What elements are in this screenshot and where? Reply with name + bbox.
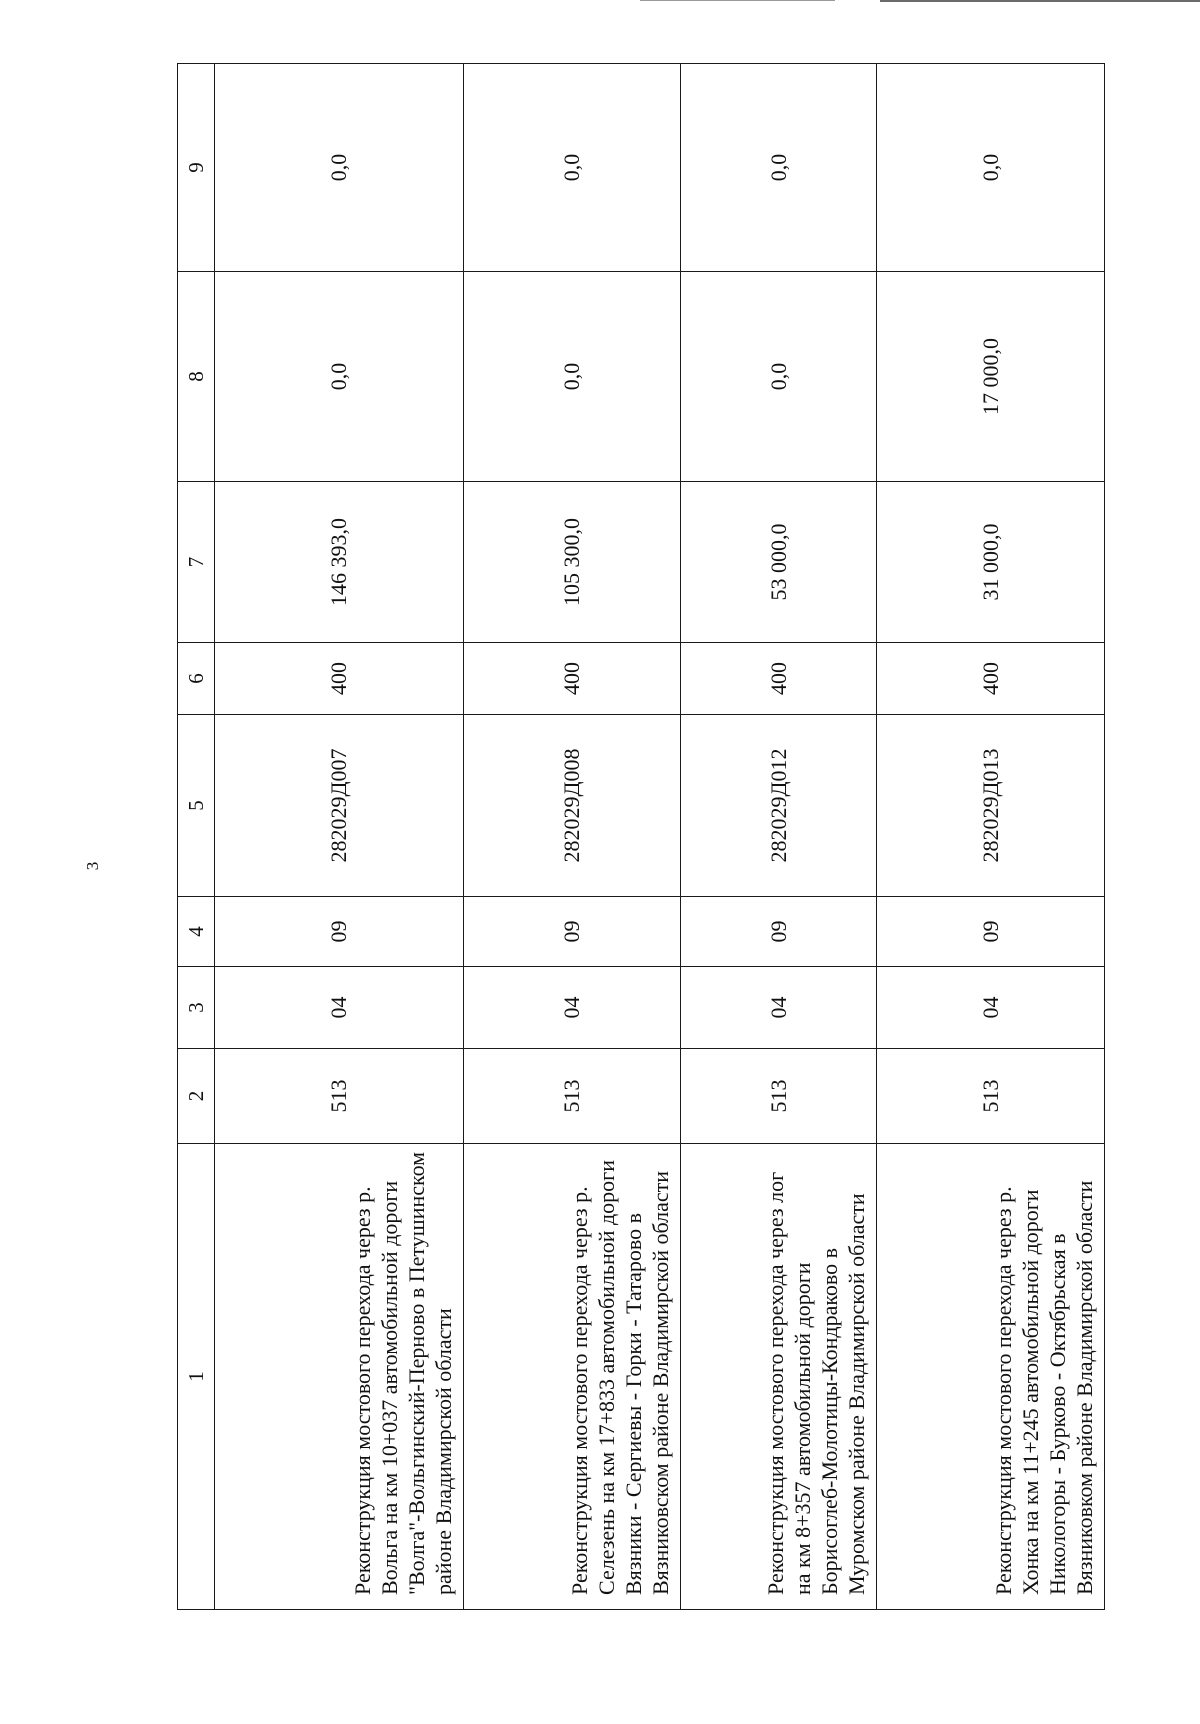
- table-row: [681, 64, 877, 1610]
- cell-col-3: 04: [681, 967, 877, 1049]
- cell-col-8: 0,0: [681, 272, 877, 482]
- header-row: [178, 64, 215, 1610]
- cell-col-2: 513: [464, 1049, 681, 1144]
- cell-col-3: 04: [877, 967, 1105, 1049]
- cell-col-4: 09: [681, 897, 877, 967]
- cell-col-9: 0,0: [681, 64, 877, 272]
- column-header-8: 8: [178, 272, 215, 482]
- project-description: Реконструкция мостового перехода через р. Селезень на км 17+833 автомобильной дороги Вязники - Сергиевы - Горки - Татарово в Вязниковском районе Владимирской области: [464, 1144, 681, 1610]
- column-header-3: 3: [178, 967, 215, 1049]
- cell-col-8: 0,0: [464, 272, 681, 482]
- column-header-1: 1: [178, 1144, 215, 1610]
- cell-col-9: 0,0: [215, 64, 464, 272]
- cell-col-4: 09: [464, 897, 681, 967]
- cell-col-7: 53 000,0: [681, 482, 877, 643]
- cell-col-7: 31 000,0: [877, 482, 1105, 643]
- cell-col-5: 282029Д007: [215, 715, 464, 897]
- project-description: Реконструкция мостового перехода через лог на км 8+357 автомобильной дороги Борисоглеб-Молотицы-Кондраково в Муромском районе Владимирской области: [681, 1144, 877, 1610]
- project-description: Реконструкция мостового перехода через р. Хонка на км 11+245 автомобильной дороги Никологоры - Бурково - Октябрьская в Вязниковком районе Владимирской области: [877, 1144, 1105, 1610]
- cell-col-2: 513: [877, 1049, 1105, 1144]
- column-header-5: 5: [178, 715, 215, 897]
- cell-col-6: 400: [681, 643, 877, 715]
- cell-col-6: 400: [464, 643, 681, 715]
- table-row: [877, 64, 1105, 1610]
- cell-col-4: 09: [215, 897, 464, 967]
- cell-col-3: 04: [464, 967, 681, 1049]
- cell-col-5: 282029Д008: [464, 715, 681, 897]
- cell-col-9: 0,0: [877, 64, 1105, 272]
- column-header-2: 2: [178, 1049, 215, 1144]
- column-header-6: 6: [178, 643, 215, 715]
- cell-col-4: 09: [877, 897, 1105, 967]
- cell-col-7: 105 300,0: [464, 482, 681, 643]
- cell-col-9: 0,0: [464, 64, 681, 272]
- rotated-table-container: [177, 64, 1103, 1610]
- cell-col-5: 282029Д013: [877, 715, 1105, 897]
- cell-col-8: 17 000,0: [877, 272, 1105, 482]
- scan-artifact-line: [640, 0, 835, 1]
- table-row: [215, 64, 464, 1610]
- cell-col-7: 146 393,0: [215, 482, 464, 643]
- column-header-7: 7: [178, 482, 215, 643]
- column-header-9: 9: [178, 64, 215, 272]
- cell-col-3: 04: [215, 967, 464, 1049]
- column-header-4: 4: [178, 897, 215, 967]
- table-row: [464, 64, 681, 1610]
- cell-col-8: 0,0: [215, 272, 464, 482]
- scan-artifact-line: [880, 0, 1200, 2]
- project-description: Реконструкция мостового перехода через р. Вольга на км 10+037 автомобильной дороги "Волга"-Вольгинский-Перново в Петушинском районе Владимирской области: [215, 1144, 464, 1610]
- cell-col-5: 282029Д012: [681, 715, 877, 897]
- cell-col-6: 400: [215, 643, 464, 715]
- cell-col-6: 400: [877, 643, 1105, 715]
- page-number: 3: [83, 861, 102, 871]
- cell-col-2: 513: [215, 1049, 464, 1144]
- cell-col-2: 513: [681, 1049, 877, 1144]
- budget-table: [177, 63, 1105, 1610]
